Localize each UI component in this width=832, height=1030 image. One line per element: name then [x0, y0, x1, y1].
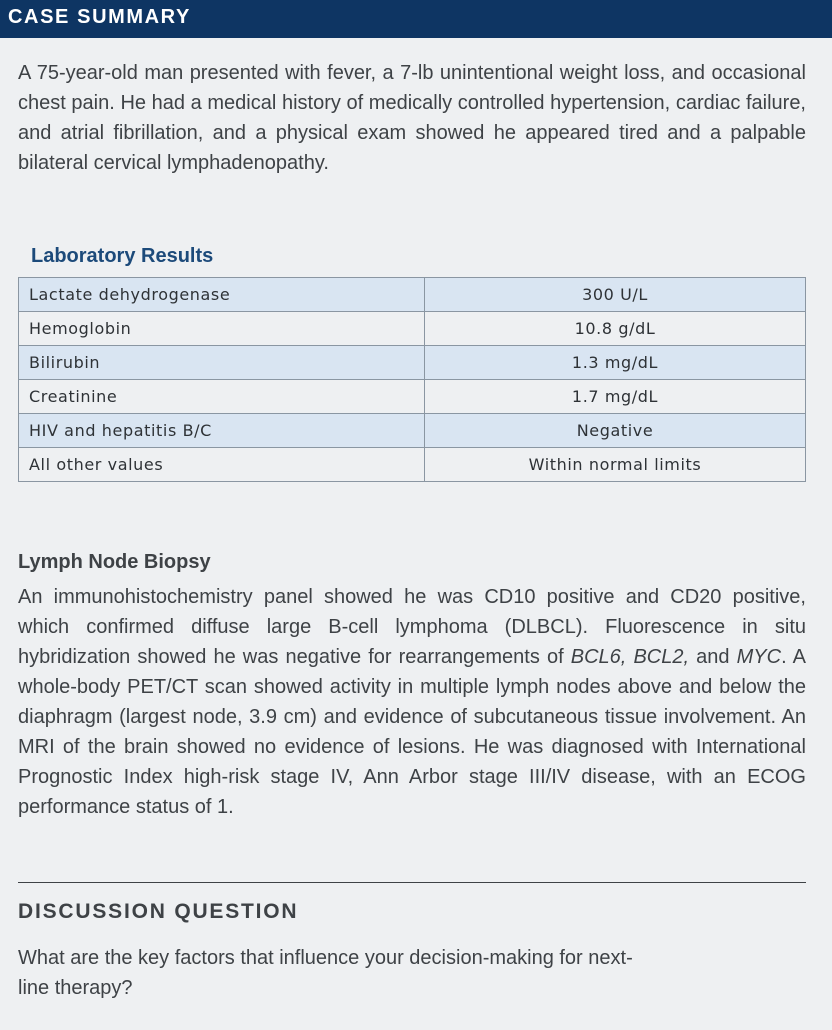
table-row — [19, 278, 806, 312]
section-title: CASE SUMMARY — [8, 6, 191, 28]
lab-value: 1.3 mg/dL — [425, 346, 806, 380]
lab-results-table — [18, 277, 806, 482]
lab-value: 1.7 mg/dL — [425, 380, 806, 414]
table-row — [19, 448, 806, 482]
lab-value: 300 U/L — [425, 278, 806, 312]
table-row — [19, 414, 806, 448]
gene-name: BCL2, — [633, 646, 690, 668]
lab-name: Hemoglobin — [19, 312, 425, 346]
lab-value: Negative — [425, 414, 806, 448]
lab-name: All other values — [19, 448, 425, 482]
biopsy-paragraph — [18, 582, 806, 822]
discussion-heading: DISCUSSION QUESTION — [18, 900, 299, 923]
gene-name: MYC — [736, 646, 782, 668]
lab-value: 10.8 g/dL — [425, 312, 806, 346]
lab-name: Lactate dehydrogenase — [19, 278, 425, 312]
biopsy-heading: Lymph Node Biopsy — [18, 551, 211, 573]
case-intro-paragraph: A 75-year-old man presented with fever, a 7-lb unintentional weight loss, and occasional chest pain. He had a medical history of medically controlled hypertension, cardiac failure, and atrial fibrillation, and a physical exam showed he appeared tired and a palpable bilateral cervical lymphadenopathy. — [18, 62, 806, 174]
gene-name: BCL6, — [570, 646, 627, 668]
lab-name: HIV and hepatitis B/C — [19, 414, 425, 448]
lab-name: Bilirubin — [19, 346, 425, 380]
biopsy-text-part: An immunohistochemistry panel showed he was CD10 positive and CD20 positive, which confirmed diffuse large B-cell lymphoma (DLBCL). Fluorescence in situ hybridization showed he was negative for rearrangements of — [18, 586, 806, 668]
lab-value: Within normal limits — [425, 448, 806, 482]
table-row — [19, 312, 806, 346]
table-row — [19, 380, 806, 414]
lab-results-heading: Laboratory Results — [31, 245, 214, 267]
section-divider — [18, 882, 806, 883]
header-bar — [0, 0, 832, 38]
table-row — [19, 346, 806, 380]
biopsy-text-part: . A whole-body PET/CT scan showed activity in multiple lymph nodes above and below the diaphragm (largest node, 3.9 cm) and evidence of subcutaneous tissue involvement. An MRI of the brain showed no evidence of lesions. He was diagnosed with International Prognostic Index high-risk stage IV, Ann Arbor stage III/IV disease, with an ECOG performance status of 1. — [18, 646, 806, 818]
lab-name: Creatinine — [19, 380, 425, 414]
discussion-question: What are the key factors that influence your decision-making for next-line therapy? — [18, 947, 633, 999]
biopsy-text-part: and — [689, 646, 737, 668]
